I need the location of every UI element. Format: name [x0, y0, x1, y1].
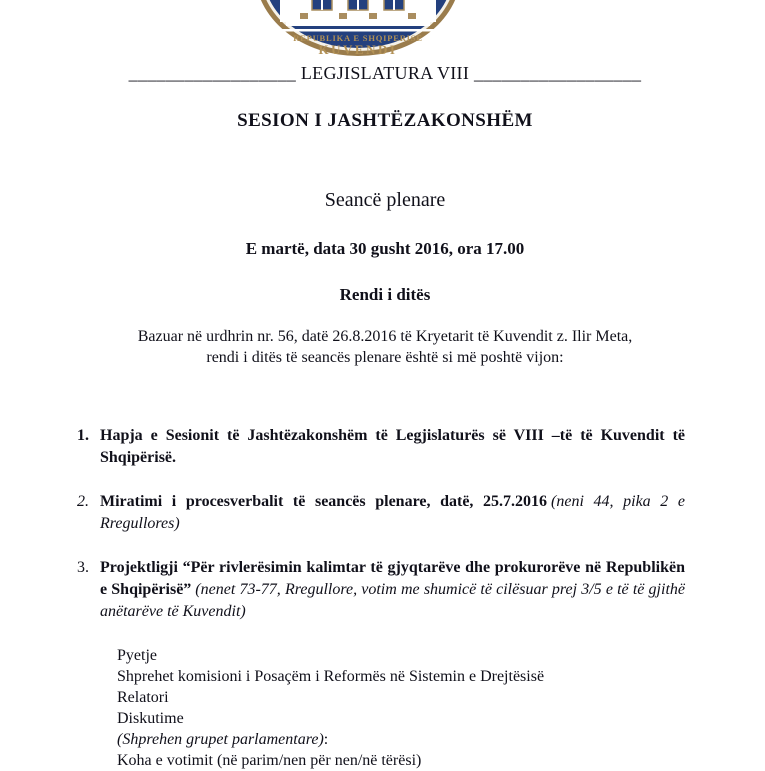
emblem-institution-text: KUVENDI — [318, 42, 397, 57]
intro-line-1: Bazuar në urdhrin nr. 56, datë 26.8.2016 të Kryetarit të Kuvendit z. Ilir Meta, — [137, 328, 633, 345]
emblem-country-text: REPUBLIKA E SHQIPERISE — [292, 33, 423, 43]
agenda-item-3 — [77, 557, 685, 623]
sitting-type: Seancë plenare — [324, 189, 446, 211]
session-datetime: E martë, data 30 gusht 2016, ora 17.00 — [245, 239, 525, 258]
procedure-line: Diskutime — [117, 710, 184, 727]
rule-right: __________________ — [473, 63, 642, 83]
document-content — [0, 62, 765, 771]
agenda-item-note: (nenet 73-77, Rregullore, votim me shumicë të cilësuar prej 3/5 e të të gjithë anëtarëve të Kuvendit) — [100, 581, 685, 620]
agenda-list — [77, 425, 685, 771]
intro-paragraph — [85, 326, 685, 368]
agenda-item-text: Miratimi i procesverbalit të seancës plenare, datë, 25.7.2016 — [100, 493, 548, 510]
agenda-item-number: 3. — [77, 559, 89, 576]
agenda-title: Rendi i ditës — [339, 285, 431, 304]
session-title: SESION I JASHTËZAKONSHËM — [237, 110, 533, 131]
procedure-line — [117, 729, 685, 750]
procedure-line: Pyetje — [117, 647, 157, 664]
agenda-item-note: (neni 44, pika 2 e Rregullores) — [100, 493, 685, 532]
procedure-line: Relatori — [117, 689, 169, 706]
agenda-item-text: Hapja e Sesionit të Jashtëzakonshëm të Legjislaturës së VIII –të të Kuvendit të Shqipërisë. — [100, 427, 685, 466]
agenda-item-2 — [77, 491, 685, 535]
agenda-item-number: 1. — [77, 427, 89, 444]
procedure-list — [117, 645, 685, 771]
legislature-line — [85, 62, 685, 84]
procedure-line-colon: : — [323, 731, 329, 748]
intro-line-2: rendi i ditës të seancës plenare është si më poshtë vijon: — [206, 349, 564, 366]
agenda-item-text: Projektligji “Për rivlerësimin kalimtar të gjyqtarëve dhe prokurorëve në Republikën e Shqipërisë” — [100, 559, 685, 598]
agenda-item-number: 2. — [77, 493, 89, 510]
parliament-seal-icon — [252, 0, 464, 58]
rule-left: __________________ — [128, 63, 297, 83]
procedure-line: Shprehet komisioni i Posaçëm i Reformës në Sistemin e Drejtësisë — [117, 668, 545, 685]
agenda-item-1 — [77, 425, 685, 469]
legislature-label: LEGJISLATURA VIII — [300, 63, 470, 83]
procedure-line-italic: (Shprehen grupet parlamentare) — [117, 731, 324, 748]
parliament-emblem — [0, 0, 765, 58]
procedure-line: Koha e votimit (në parim/nen për nen/në tërësi) — [117, 752, 422, 769]
